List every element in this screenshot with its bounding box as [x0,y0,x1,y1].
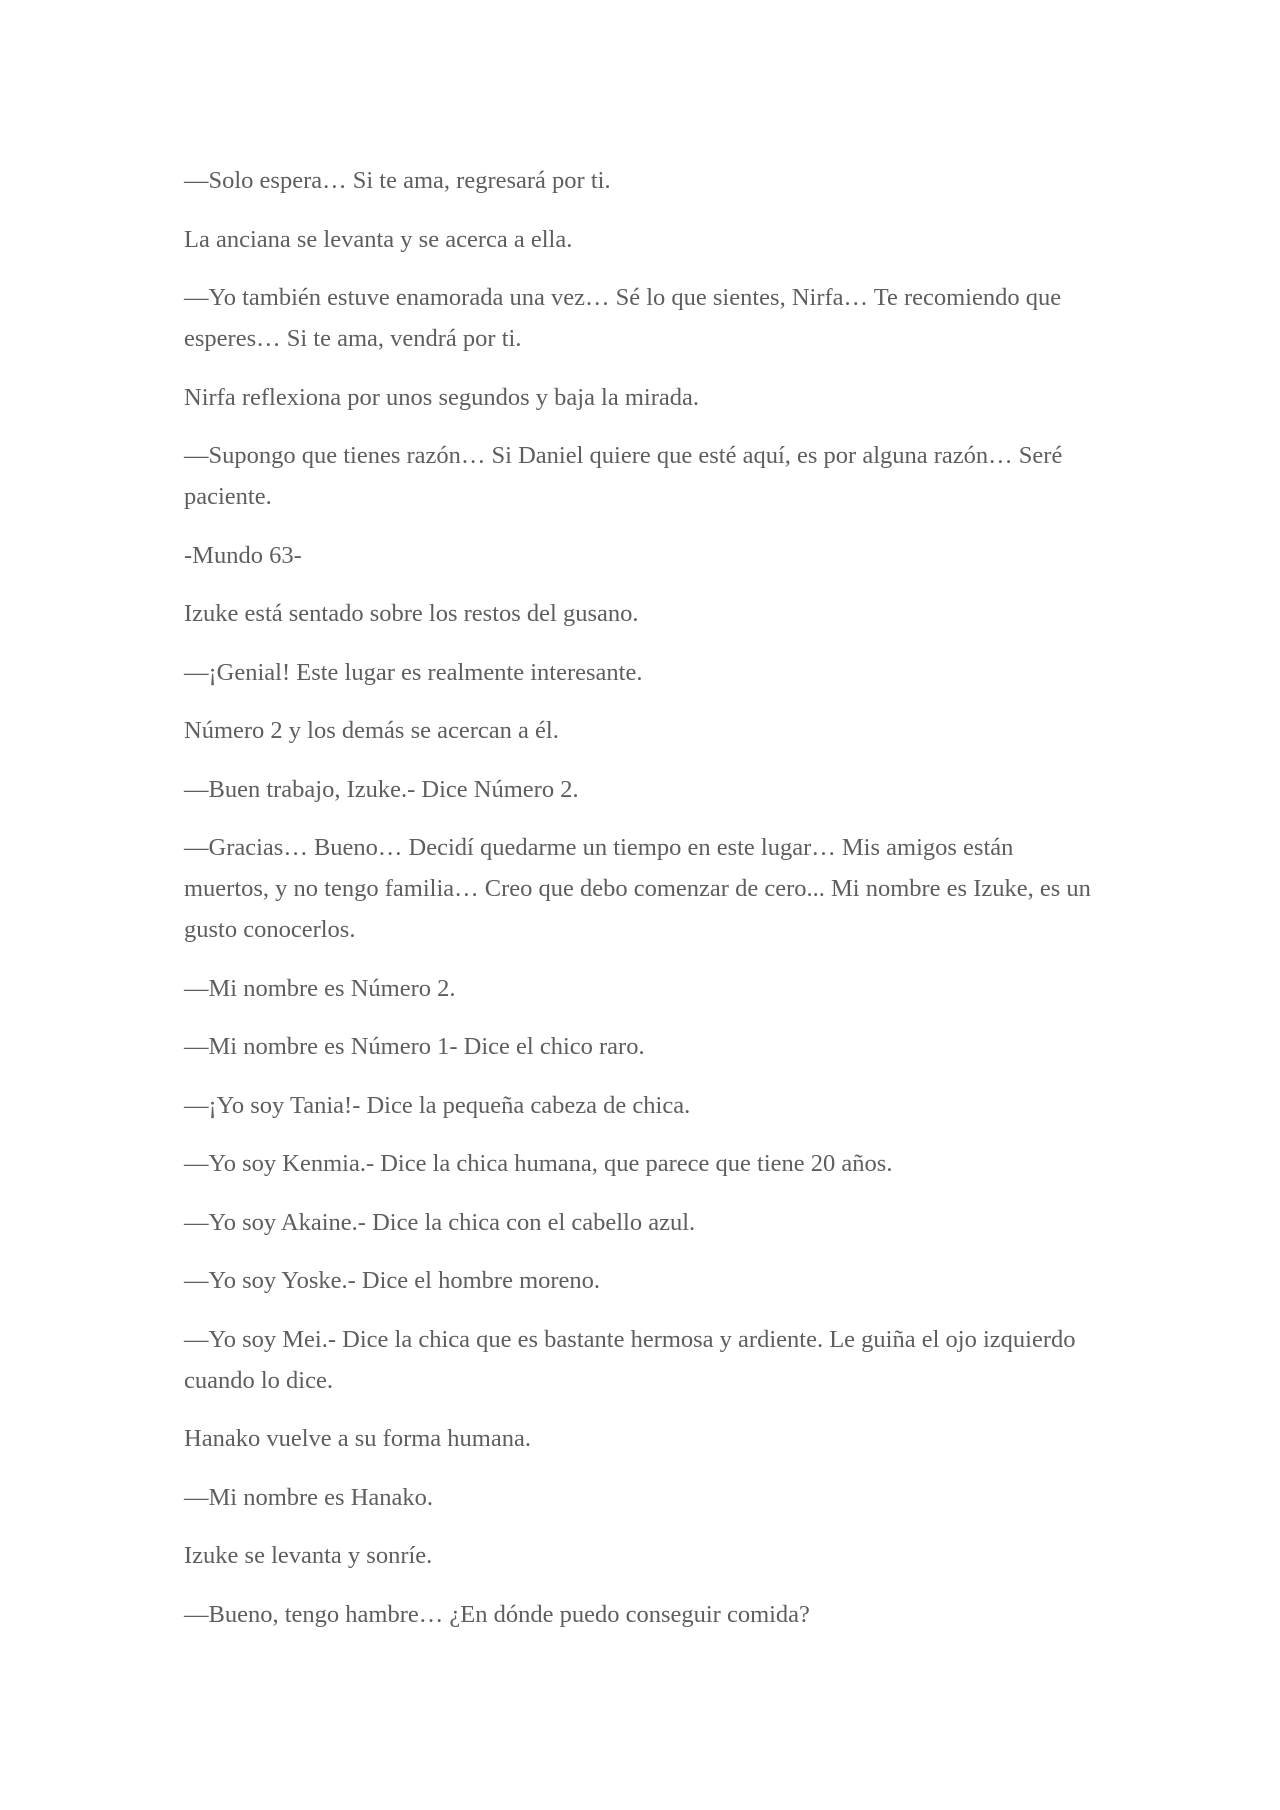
document-body [184,160,1094,1652]
paragraph: —Yo soy Kenmia.- Dice la chica humana, que parece que tiene 20 años. [184,1150,893,1177]
paragraph: La anciana se levanta y se acerca a ella. [184,225,573,253]
paragraph: —¡Genial! Este lugar es realmente interesante. [184,658,643,686]
paragraph: —Supongo que tienes razón… Si Daniel quiere que esté aquí, es por alguna razón… Seré paciente. [184,442,1063,510]
paragraph: —Yo soy Mei.- Dice la chica que es bastante hermosa y ardiente. Le guiña el ojo izquierdo cuando lo dice. [184,1325,1076,1394]
paragraph: —Mi nombre es Número 1- Dice el chico raro. [184,1033,645,1060]
paragraph: Hanako vuelve a su forma humana. [184,1425,531,1452]
paragraph: —Mi nombre es Hanako. [184,1483,434,1511]
paragraph: —Buen trabajo, Izuke.- Dice Número 2. [184,775,579,803]
paragraph: —Yo soy Yoske.- Dice el hombre moreno. [184,1267,601,1294]
paragraph: —¡Yo soy Tania!- Dice la pequeña cabeza de chica. [184,1091,691,1119]
paragraph: —Yo también estuve enamorada una vez… Sé lo que sientes, Nirfa… Te recomiendo que esperes… Si te ama, vendrá por ti. [184,284,1062,352]
paragraph: —Yo soy Akaine.- Dice la chica con el cabello azul. [184,1208,696,1236]
paragraph: —Bueno, tengo hambre… ¿En dónde puedo conseguir comida? [184,1600,810,1628]
paragraph: Izuke se levanta y sonríe. [184,1542,433,1569]
paragraph: Izuke está sentado sobre los restos del gusano. [184,600,639,627]
paragraph: Nirfa reflexiona por unos segundos y baja la mirada. [184,383,700,411]
paragraph: —Solo espera… Si te ama, regresará por ti. [184,167,611,194]
paragraph: —Gracias… Bueno… Decidí quedarme un tiempo en este lugar… Mis amigos están muertos, y no tengo familia… Creo que debo comenzar de cero... Mi nombre es Izuke, es un gusto conocerlos. [184,834,1091,943]
section-heading: -Mundo 63- [184,541,302,569]
paragraph: Número 2 y los demás se acercan a él. [184,717,559,744]
paragraph: —Mi nombre es Número 2. [184,974,456,1002]
